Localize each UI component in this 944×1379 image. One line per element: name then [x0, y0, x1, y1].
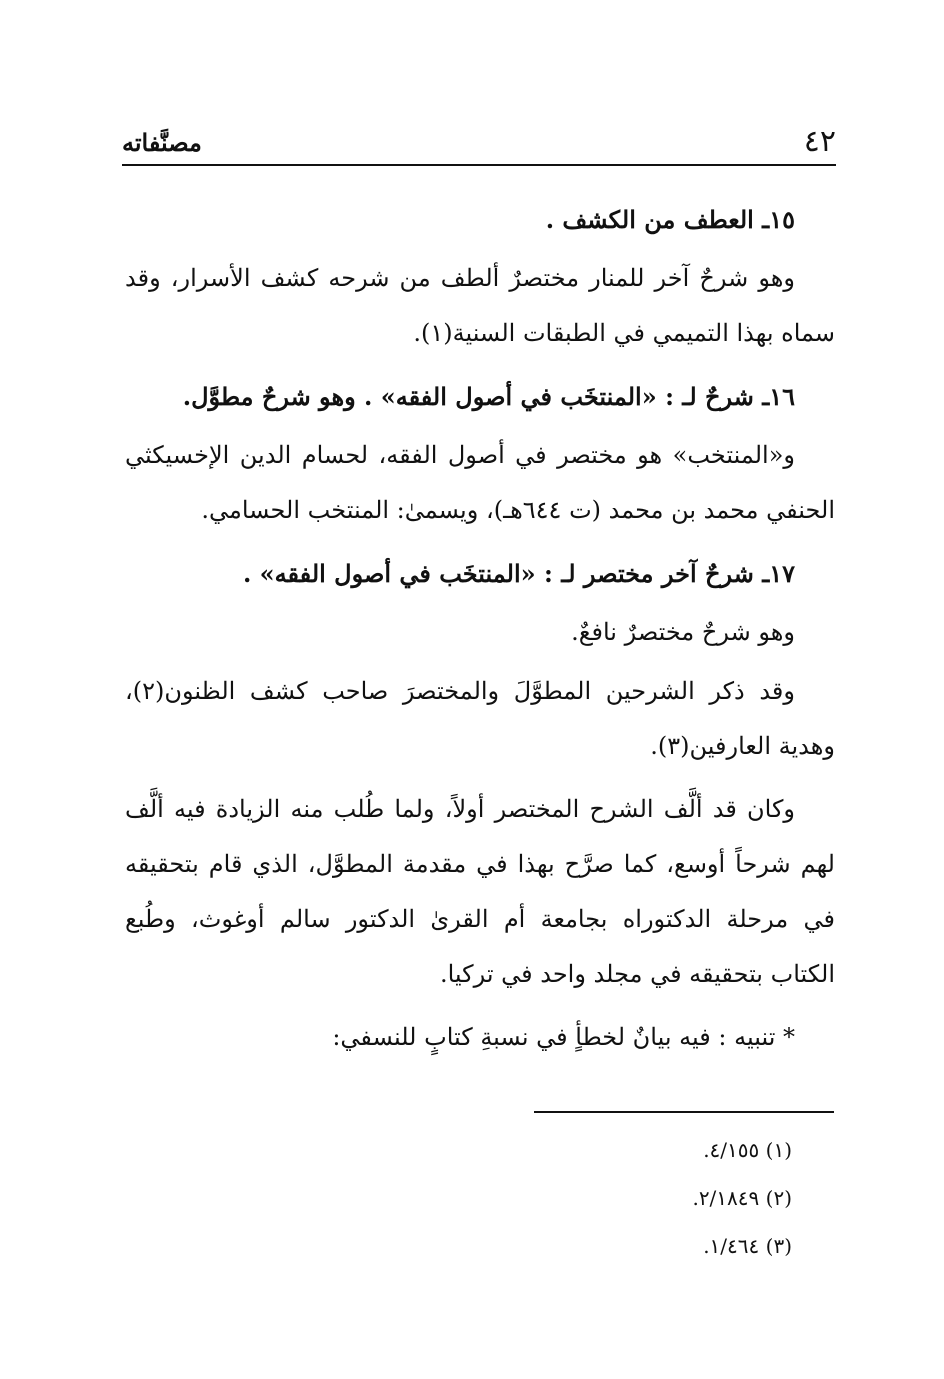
header-rule — [122, 164, 836, 166]
paragraph-item-17-description: وهو شرحٌ مختصرٌ نافعٌ. — [571, 618, 795, 646]
paragraph-commentary-history: وكان قد ألَّف الشرح المختصر أولاً، ولما طُلب منه الزيادة فيه ألَّف لهم شرحاً أوسع، كما صرَّح بهذا في مقدمة المطوَّل، الذي قام بتحقيقه في مرحلة الدكتوراه بجامعة أم القرىٰ الدكتور سالم أوغوث، وطُبع الكتاب بتحقيقه في مجلد واحد في تركيا. — [125, 795, 835, 988]
footnote-rule — [534, 1111, 834, 1113]
footnotes — [500, 1126, 792, 1270]
paragraph-muntakhab-description: و«المنتخب» هو مختصر في أصول الفقه، لحسام الدين الإخسيكثي الحنفي محمد بن محمد (ت ٦٤٤هـ)، ويسمىٰ: المنتخب الحسامي. — [125, 441, 835, 524]
paragraph-item-15-description: وهو شرحٌ آخر للمنار مختصرٌ ألطف من شرحه كشف الأسرار، وقد سماه بهذا التميمي في الطبقات السنية(١). — [125, 264, 835, 347]
item-17-heading: ١٧ـ شرحٌ آخر مختصر لـ : «المنتخَب في أصول الفقه» . — [242, 559, 795, 588]
footnote-3: (٣) ١/٤٦٤. — [703, 1234, 792, 1258]
item-15-heading: ١٥ـ العطف من الكشف . — [545, 205, 795, 234]
paragraph-note: * تنبيه : فيه بيانٌ لخطأٍ في نسبةِ كتابٍ للنسفي: — [332, 1023, 795, 1051]
footnote-2: (٢) ٢/١٨٤٩. — [692, 1186, 792, 1210]
running-title: مصنَّفاته — [122, 128, 202, 157]
paragraph-commentaries-mention: وقد ذكر الشرحين المطوَّلَ والمختصرَ صاحب كشف الظنون(٢)، وهدية العارفين(٣). — [125, 677, 835, 760]
page-number: ٤٢ — [803, 124, 836, 159]
page-header — [122, 122, 836, 166]
footnote-1: (١) ٤/١٥٥. — [703, 1138, 792, 1162]
item-16-heading: ١٦ـ شرحٌ لـ : «المنتخَب في أصول الفقه» . وهو شرحٌ مطوَّل. — [182, 382, 795, 411]
main-text — [125, 192, 835, 1073]
